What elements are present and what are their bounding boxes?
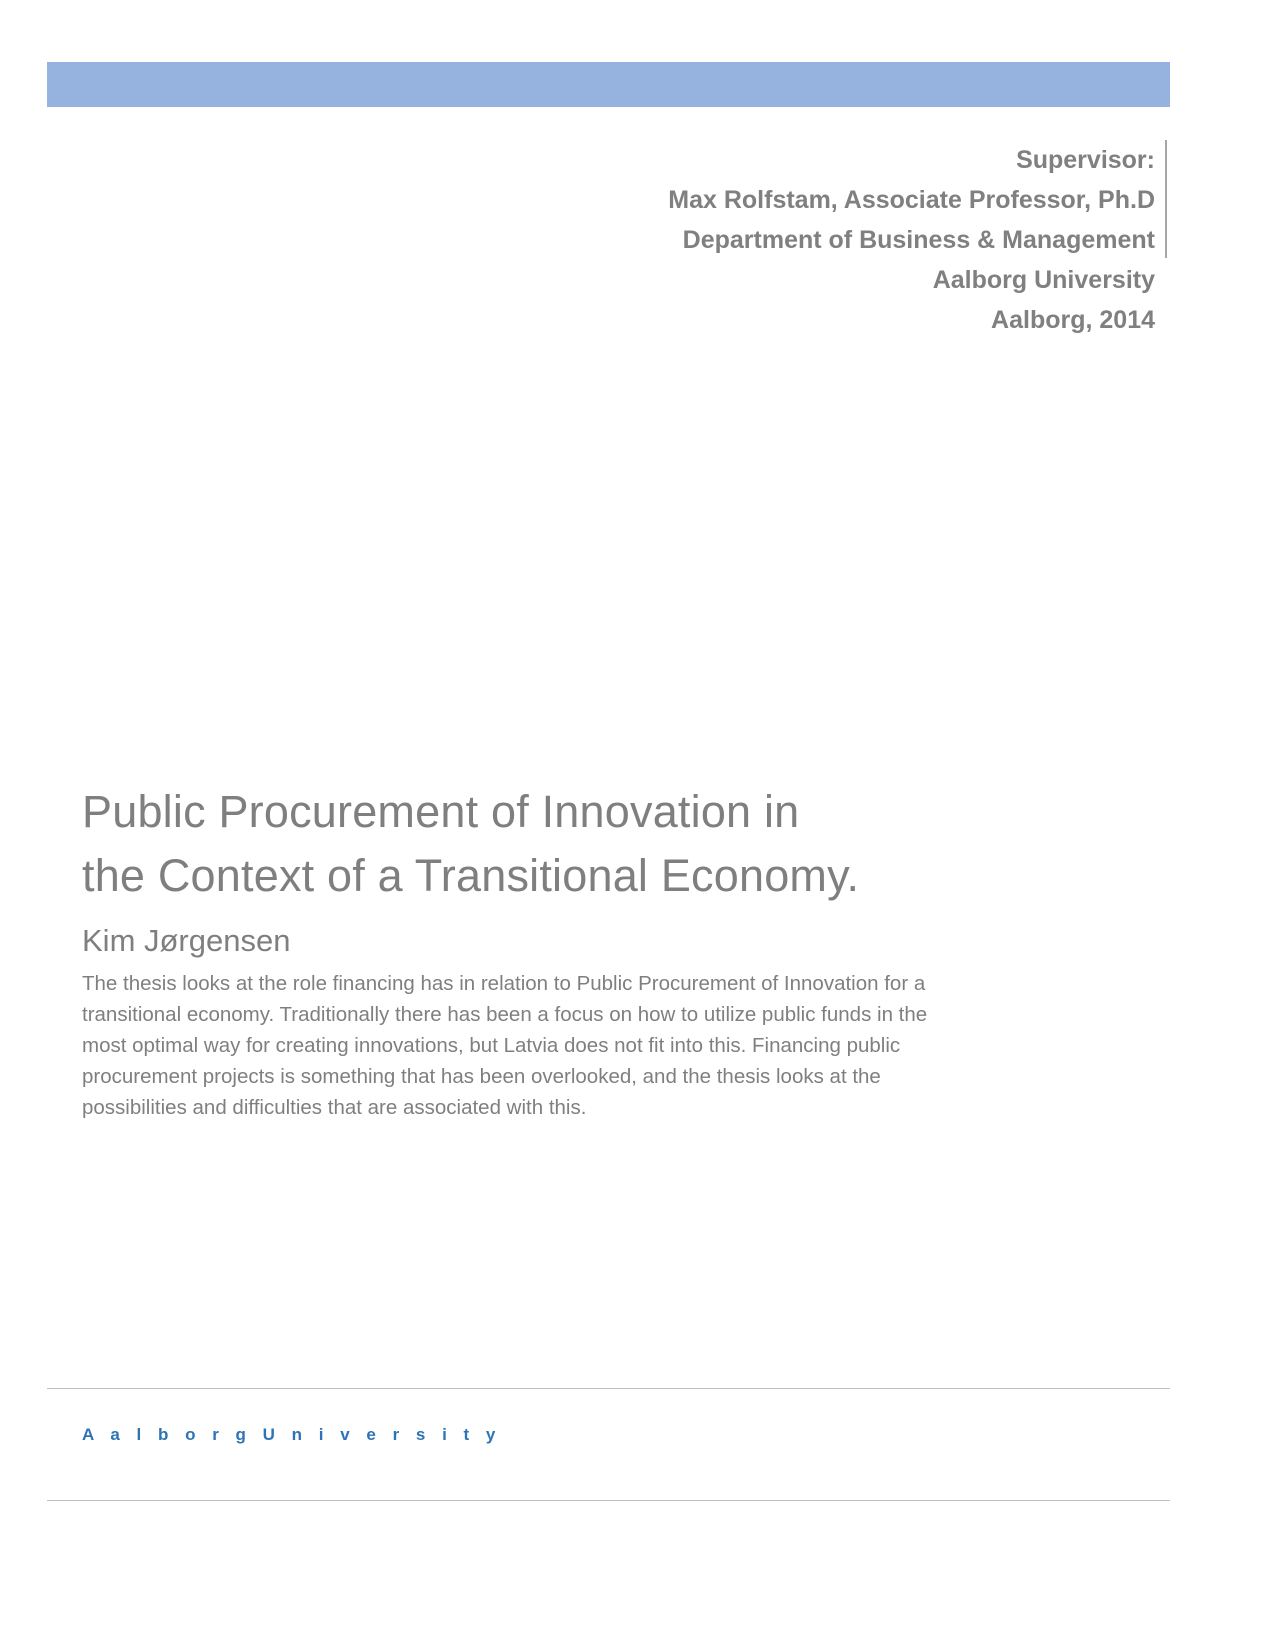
footer-divider-bottom [47, 1500, 1170, 1501]
supervisor-block [435, 140, 1167, 340]
title-area [82, 780, 982, 1123]
rule-mask [1165, 258, 1175, 358]
author-name: Kim Jørgensen [82, 923, 291, 958]
supervisor-label: Supervisor: [1016, 146, 1155, 174]
abstract-text: The thesis looks at the role financing has in relation to Public Procurement of Innovation for a transitional economy. Traditionally there has been a focus on how to utilize public funds in the most optimal way for creating innovations, but Latvia does not fit into this. Financing public procurement projects is something that has been overlooked, and the thesis looks at the possibilities and difficulties that are associated with this. [82, 972, 928, 1119]
page-title-line-2: the Context of a Transitional Economy. [82, 850, 860, 901]
footer-divider-top [47, 1388, 1170, 1389]
supervisor-university: Aalborg University [932, 266, 1155, 294]
header-decorative-bar [47, 62, 1170, 107]
supervisor-location-year: Aalborg, 2014 [991, 306, 1155, 334]
page-title-line-1: Public Procurement of Innovation in [82, 786, 800, 837]
supervisor-name: Max Rolfstam, Associate Professor, Ph.D [668, 186, 1155, 214]
supervisor-department: Department of Business & Management [682, 226, 1155, 254]
footer-organization: A a l b o r g U n i v e r s i t y [82, 1425, 502, 1444]
